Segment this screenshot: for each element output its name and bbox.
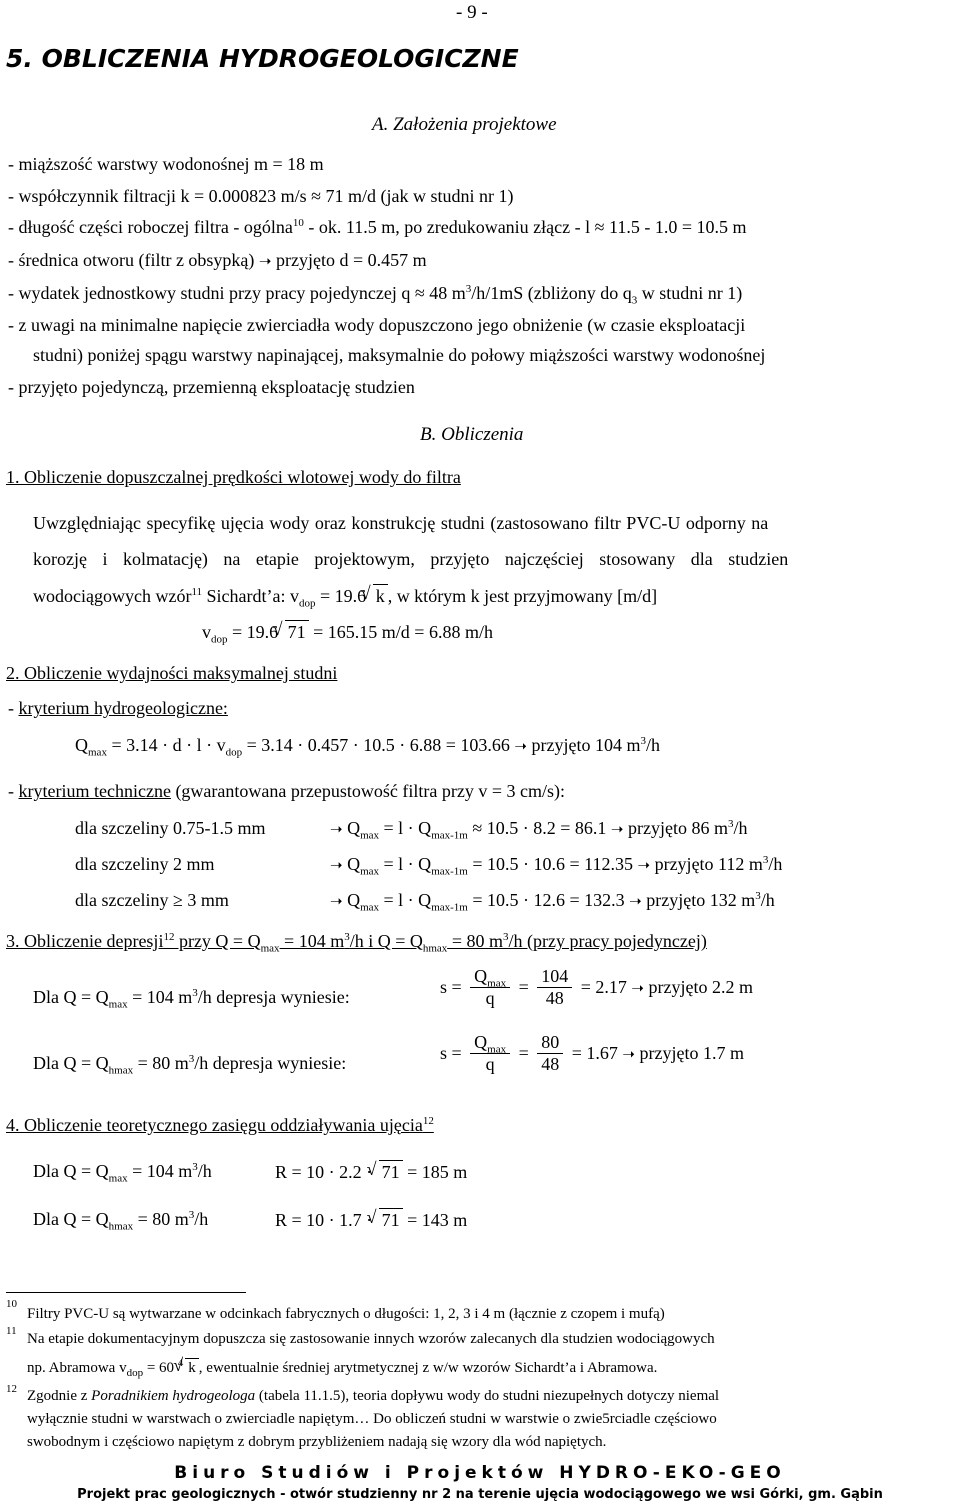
list-item: - długość części roboczej filtra - ogólna$^{10}$ - ok. 11.5 m, po zredukowaniu złącz - l ≈ 11.5 - 1.0 = 10.5 m (8, 217, 747, 237)
calc2-row: dla szczeliny 0.75-1.5 mm (75, 818, 266, 838)
page-number: - 9 - (456, 2, 488, 23)
footnote-number: 12 (6, 1383, 17, 1395)
footnote-number: 11 (6, 1325, 17, 1337)
calc2-row: dla szczeliny ≥ 3 mm (75, 890, 229, 910)
calc2-title: 2. Obliczenie wydajności maksymalnej studni (6, 663, 338, 683)
calc2-row: ➝ $Q_{max} = l \cdot Q_{max-1m} = 10.5 \cdot 10.6 = 112.35$ ➝ przyjęto 112 $m^3/h$ (330, 854, 783, 878)
section-a-title: A. Założenia projektowe (372, 114, 557, 135)
footnote-number: 10 (6, 1298, 17, 1310)
fraction: $\frac{80}{48}$ (537, 1032, 563, 1075)
calc4-row: R = 10 · 1.7 · √ 71 = 143 m (275, 1208, 467, 1231)
sqrt-symbol: √ 71 (379, 1160, 403, 1183)
calc1-paragraph: Uwzględniając specyfikę ujęcia wody oraz konstrukcję studni (zastosowano filtr PVC-U odporny na (33, 513, 769, 533)
calc1-paragraph: wodociągowych wzór$^{11}$ Sichardt’a: $v_{dop} = 19.6$ √ k , w którym k jest przyjmowany [m/d] (33, 584, 657, 607)
footnote: swobodnym i częściowo napiętym z dobrym przybliżeniem nadają się wzory dla wód napiętych. (27, 1434, 607, 1450)
list-item: - miąższość warstwy wodonośnej m = 18 m (8, 154, 324, 174)
arrow-icon: ➝ (637, 856, 651, 874)
calc1-paragraph: korozję i kolmatację) na etapie projektowym, przyjęto najczęściej stosowany dla studzien (33, 549, 789, 569)
footnote: Zgodnie z Poradnikiem hydrogeologa (tabela 11.1.5), teoria dopływu wody do studni niezupełnych dotyczy niemal (27, 1388, 720, 1404)
calc4-row: Dla $Q = Q_{hmax} = 80$ $m^3/h$ (33, 1209, 209, 1233)
section-b-title: B. Obliczenia (420, 424, 524, 445)
calc4-row: R = 10 · 2.2 · √ 71 = 185 m (275, 1160, 467, 1183)
calc3-row: Dla $Q = Q_{hmax} = 80$ $m^3/h$ depresja wyniesie: (33, 1053, 347, 1077)
footer-project: Projekt prac geologicznych - otwór studzienny nr 2 na terenie ujęcia wodociągowego we wsi Górki, gm. Gąbin (77, 1487, 883, 1502)
calc3-formula: s = $\frac{Q_{max}}{q}$ = $\frac{80}{48}$ = 1.67 ➝ przyjęto 1.7 m (440, 1032, 744, 1074)
arrow-icon: ➝ (330, 856, 343, 874)
list-item: studni) poniżej spągu warstwy napinającej, maksymalnie do połowy miąższości warstwy wodonośnej (33, 345, 766, 365)
list-item: - przyjęto pojedynczą, przemienną eksploatację studzien (8, 377, 415, 397)
calc2-row: ➝ $Q_{max} = l \cdot Q_{max-1m} \approx 10.5 \cdot 8.2 = 86.1$ ➝ przyjęto 86 $m^3/h$ (330, 818, 748, 842)
arrow-icon: ➝ (330, 820, 343, 838)
calc2-equation: $Q_{max} = 3.14 \cdot d \cdot l \cdot v_{dop} = 3.14 \cdot 0.457 \cdot 10.5 \cdot 6.88 = 103.66$ ➝ przyjęto 104 $m^3/h$ (75, 735, 660, 759)
footnote: Na etapie dokumentacyjnym dopuszcza się zastosowanie innych wzorów zalecanych dla studzien wodociągowych (27, 1331, 715, 1347)
calc2-row: dla szczeliny 2 mm (75, 854, 215, 874)
arrow-icon: ➝ (330, 892, 343, 910)
arrow-icon: ➝ (258, 252, 272, 270)
arrow-icon: ➝ (631, 979, 644, 997)
list-item: - z uwagi na minimalne napięcie zwierciadła wody dopuszczono jego obniżenie (w czasie eksploatacji (8, 315, 746, 335)
calc4-title: 4. Obliczenie teoretycznego zasięgu oddziaływania ujęcia$^{12}$ (6, 1115, 434, 1135)
sqrt-symbol: √ k (373, 584, 388, 607)
calc3-row: Dla $Q = Q_{max} = 104$ $m^3/h$ depresja wyniesie: (33, 987, 350, 1011)
calc4-row: Dla $Q = Q_{max} = 104$ $m^3/h$ (33, 1161, 212, 1185)
calc1-equation: $v_{dop} = 19.6$ √ 71 = 165.15 m/d = 6.88 m/h (202, 620, 493, 643)
footer-company: Biuro Studiów i Projektów HYDRO-EKO-GEO (174, 1463, 786, 1483)
calc3-title: 3. Obliczenie depresji$^{12}$ przy $Q = Q_{max} = 104$ $m^3/h$ i $Q = Q_{hmax} = 80$ $m^3/h$ (przy pracy pojedynczej) (6, 931, 707, 955)
footnote: wyłącznie studni w warstwach o zwierciadle napiętym… Do obliczeń studni w warstwie o zwie5rciadle częściowo (27, 1411, 717, 1427)
arrow-icon: ➝ (629, 892, 642, 910)
calc2-criterion: - kryterium techniczne (gwarantowana przepustowość filtra przy v = 3 cm/s): (8, 781, 565, 801)
list-item: - wydatek jednostkowy studni przy pracy pojedynczej q ≈ 48 $m^3/h/1mS$ (zbliżony do $q_3$ w studni nr 1) (8, 283, 743, 307)
arrow-icon: ➝ (610, 820, 624, 838)
sqrt-symbol: √ k (185, 1358, 199, 1378)
fraction: $\frac{Q_{max}}{q}$ (470, 1032, 510, 1075)
calc3-formula: s = $\frac{Q_{max}}{q}$ = $\frac{104}{48}$ = 2.17 ➝ przyjęto 2.2 m (440, 966, 753, 1008)
fraction: $\frac{Q_{max}}{q}$ (470, 966, 510, 1009)
sqrt-symbol: √ 71 (285, 620, 309, 643)
calc2-row: ➝ $Q_{max} = l \cdot Q_{max-1m} = 10.5 \cdot 12.6 = 132.3$ ➝ przyjęto 132 $m^3/h$ (330, 890, 775, 914)
fraction: $\frac{104}{48}$ (537, 966, 572, 1009)
calc2-criterion: - kryterium hydrogeologiczne: (8, 698, 228, 718)
list-item: - współczynnik filtracji k = 0.000823 m/s ≈ 71 m/d (jak w studni nr 1) (8, 186, 514, 206)
list-item: - średnica otworu (filtr z obsypką) ➝ przyjęto d = 0.457 m (8, 250, 427, 270)
sqrt-symbol: √ 71 (379, 1208, 403, 1231)
footnote: Filtry PVC-U są wytwarzane w odcinkach fabrycznych o długości: 1, 2, 3 i 4 m (łącznie z czopem i mufą) (27, 1306, 665, 1322)
arrow-icon: ➝ (514, 737, 527, 755)
footnote-divider (6, 1292, 246, 1293)
footnote: np. Abramowa $v_{dop} = 60$ $^4$√ k , ewentualnie średniej arytmetycznej z w/w wzorów Sichardt’a i Abramowa. (27, 1358, 657, 1378)
calc1-title: 1. Obliczenie dopuszczalnej prędkości wlotowej wody do filtra (6, 467, 461, 487)
page-title: 5. OBLICZENIA HYDROGEOLOGICZNE (6, 44, 519, 73)
arrow-icon: ➝ (622, 1045, 635, 1063)
